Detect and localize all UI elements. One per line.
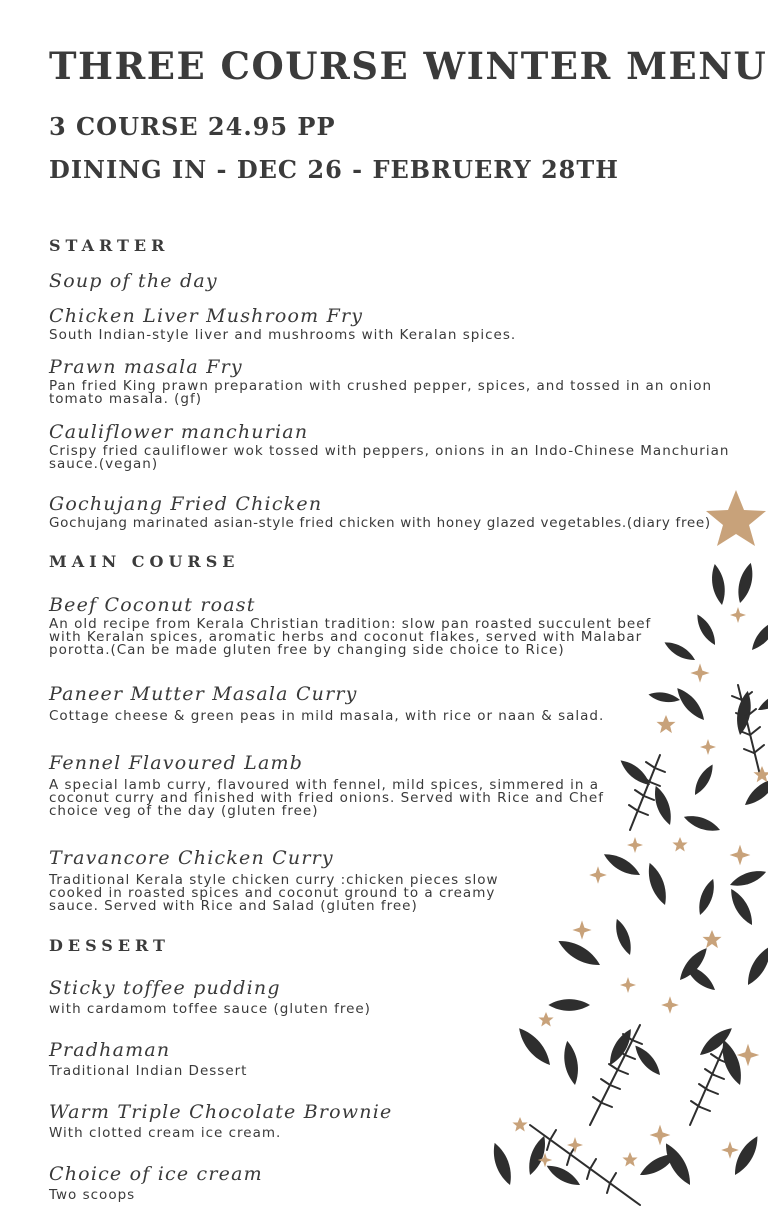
section-heading-main-course: MAIN COURSE — [49, 552, 240, 571]
menu-item-description: Gochujang marinated asian-style fried chicken with honey glazed vegetables.(diary free) — [49, 515, 711, 531]
menu-item-description: A special lamb curry, flavoured with fennel, mild spices, simmered in a coconut curry and finished with fried onions. Served with Rice and Chef choice veg of the day (gluten free) — [49, 777, 604, 819]
menu-item — [49, 304, 754, 342]
menu-item — [49, 269, 754, 293]
menu-item-name: Gochujang Fried Chicken — [49, 493, 323, 515]
star-icon — [706, 490, 766, 546]
menu-title: THREE COURSE WINTER MENU — [49, 44, 768, 88]
christmas-tree-leaves-icon — [490, 485, 768, 1217]
menu-item-description: Traditional Kerala style chicken curry :chicken pieces slow cooked in roasted spices and coconut ground to a creamy sauce. Served with Rice and Salad (gluten free) — [49, 872, 499, 914]
menu-item-description: With clotted cream ice cream. — [49, 1125, 282, 1141]
menu-item-description: Two scoops — [49, 1187, 136, 1203]
menu-item-description: with cardamom toffee sauce (gluten free) — [49, 1001, 371, 1017]
menu-item — [49, 420, 758, 471]
menu-item — [49, 846, 528, 913]
menu-item-description: An old recipe from Kerala Christian tradition: slow pan roasted succulent beef with Keralan spices, aromatic herbs and coconut flakes, served with Malabar porotta.(Can be made gluten free by changing side choice to Rice) — [49, 616, 652, 658]
menu-item-name: Soup of the day — [49, 270, 218, 292]
menu-item-name: Choice of ice cream — [49, 1163, 263, 1185]
menu-item-description: Traditional Indian Dessert — [49, 1063, 248, 1079]
menu-item-name: Fennel Flavoured Lamb — [49, 752, 304, 774]
price-line: 3 COURSE 24.95 PP — [49, 112, 336, 141]
menu-item-name: Beef Coconut roast — [49, 594, 256, 616]
menu-item-description: Crispy fried cauliflower wok tossed with peppers, onions in an Indo-Chinese Manchurian sauce.(vegan) — [49, 443, 730, 472]
menu-item-name: Cauliflower manchurian — [49, 421, 309, 443]
menu-item — [49, 355, 748, 406]
dates-line: DINING IN - DEC 26 - FEBRUERY 28TH — [49, 155, 619, 184]
menu-item-description: Cottage cheese & green peas in mild masala, with rice or naan & salad. — [49, 708, 605, 724]
section-heading-dessert: DESSERT — [49, 936, 170, 955]
menu-item-name: Pradhaman — [49, 1039, 171, 1061]
menu-item-name: Warm Triple Chocolate Brownie — [49, 1101, 393, 1123]
menu-item-name: Paneer Mutter Masala Curry — [49, 683, 358, 705]
menu-item-name: Prawn masala Fry — [49, 356, 243, 378]
menu-item-name: Sticky toffee pudding — [49, 977, 281, 999]
menu-item-description: Pan fried King prawn preparation with crushed pepper, spices, and tossed in an onion tomato masala. (gf) — [49, 378, 713, 407]
menu-item-name: Travancore Chicken Curry — [49, 847, 334, 869]
menu-item-description: South Indian-style liver and mushrooms with Keralan spices. — [49, 327, 517, 343]
menu-item-name: Chicken Liver Mushroom Fry — [49, 305, 364, 327]
section-heading-starter: STARTER — [49, 236, 170, 255]
